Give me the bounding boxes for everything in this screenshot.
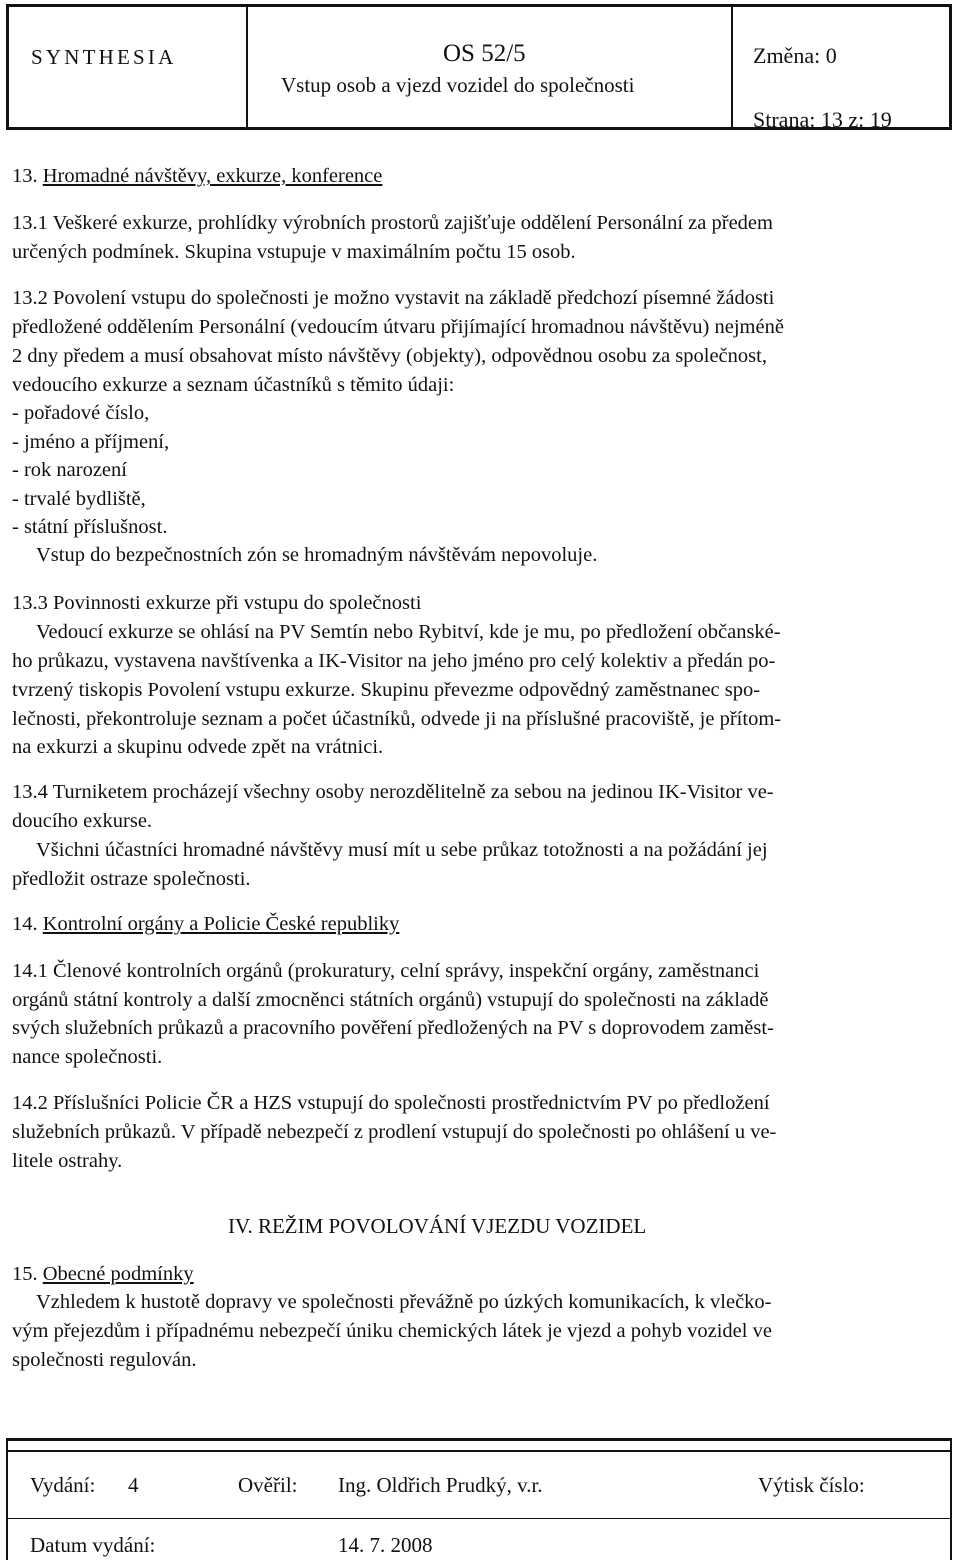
paragraph-line: svých služebních průkazů a pracovního pověření předložených na PV s doprovodem zaměst- — [12, 1017, 774, 1039]
paragraph-line: doucího exkurse. — [12, 810, 153, 832]
paragraph-line: nance společnosti. — [12, 1046, 163, 1068]
paragraph-line: určených podmínek. Skupina vstupuje v maximálním počtu 15 osob. — [12, 241, 576, 263]
paragraph-line: předložit ostraze společnosti. — [12, 868, 251, 890]
section-13-heading: 13. Hromadné návštěvy, exkurze, konference — [12, 165, 383, 187]
list-item: - rok narození — [12, 459, 127, 481]
paragraph-line: vedoucího exkurze a seznam účastníků s těmito údaji: — [12, 374, 455, 396]
paragraph-line: vým přejezdům i případnému nebezpečí úniku chemických látek je vjezd a pohyb vozidel ve — [12, 1320, 772, 1342]
paragraph-line: 2 dny předem a musí obsahovat místo návštěvy (objekty), odpovědnou osobu za společnost, — [12, 345, 767, 367]
paragraph-line: 13.1 Veškeré exkurze, prohlídky výrobních prostorů zajišťuje oddělení Personální za předem — [12, 212, 773, 234]
paragraph-line: 13.4 Turniketem procházejí všechny osoby nerozdělitelně za sebou na jedinou IK-Visitor ve- — [12, 781, 774, 803]
section-14-title: Kontrolní orgány a Policie České republiky — [42, 913, 400, 935]
company-name: SYNTHESIA — [31, 45, 177, 69]
verified-label: Ověřil: — [238, 1473, 298, 1497]
footer-divider — [8, 1518, 950, 1519]
paragraph-line: tvrzený tiskopis Povolení vstupu exkurze. Skupinu převezme odpovědný zaměstnanec spo- — [12, 679, 761, 701]
part-iv-heading: IV. REŽIM POVOLOVÁNÍ VJEZDU VOZIDEL — [228, 1214, 647, 1238]
document-title: Vstup osob a vjezd vozidel do společnosti — [281, 73, 635, 97]
paragraph-line: předložené oddělením Personální (vedoucím útvaru přijímající hromadnou návštěvu) nejméně — [12, 316, 784, 338]
paragraph-line: Vstup do bezpečnostních zón se hromadným návštěvám nepovoluje. — [36, 544, 598, 566]
change-number: Změna: 0 — [753, 43, 837, 68]
paragraph-line: služebních průkazů. V případě nebezpečí z prodlení vstupují do společnosti po ohlášení u ve- — [12, 1121, 777, 1143]
paragraph-line: 14.2 Příslušníci Policie ČR a HZS vstupují do společnosti prostřednictvím PV po předložení — [12, 1092, 770, 1114]
paragraph-line: na exkurzi a skupinu odvede zpět na vrátnici. — [12, 736, 384, 758]
document-footer — [6, 1438, 952, 1560]
edition-value: 4 — [128, 1473, 139, 1497]
paragraph-line: lečnosti, překontroluje seznam a počet účastníků, odvede ji na příslušné pracoviště, je přítom- — [12, 708, 782, 730]
footer-divider — [8, 1450, 950, 1452]
document-number: OS 52/5 — [443, 40, 526, 67]
section-15-heading: 15. Obecné podmínky — [12, 1263, 194, 1285]
list-item: - státní příslušnost. — [12, 516, 168, 538]
paragraph-line: orgánů státní kontroly a další zmocněnci státních orgánů) vstupují do společnosti na základě — [12, 989, 769, 1011]
header-divider — [731, 7, 733, 127]
paragraph-line: 14.1 Členové kontrolních orgánů (prokuratury, celní správy, inspekční orgány, zaměstnanci — [12, 960, 760, 982]
paragraph-line: litele ostrahy. — [12, 1150, 123, 1172]
paragraph-line: 13.2 Povolení vstupu do společnosti je možno vystavit na základě předchozí písemné žádosti — [12, 287, 775, 309]
header-divider — [246, 7, 248, 127]
list-item: - trvalé bydliště, — [12, 488, 146, 510]
section-14-heading: 14. Kontrolní orgány a Policie České republiky — [12, 913, 400, 935]
paragraph-line: Vzhledem k hustotě dopravy ve společnosti převážně po úzkých komunikacích, k vlečko- — [36, 1291, 772, 1313]
issue-date-value: 14. 7. 2008 — [338, 1533, 433, 1557]
paragraph-line: Vedoucí exkurze se ohlásí na PV Semtín nebo Rybitví, kde je mu, po předložení občanské- — [36, 621, 781, 643]
copy-number-label: Výtisk číslo: — [758, 1473, 865, 1497]
page-number: Strana: 13 z: 19 — [753, 107, 892, 132]
document-header — [6, 4, 952, 130]
section-15-title: Obecné podmínky — [42, 1263, 194, 1285]
list-item: - jméno a příjmení, — [12, 431, 170, 453]
subsection-heading: 13.3 Povinnosti exkurze při vstupu do společnosti — [12, 592, 422, 614]
section-13-title: Hromadné návštěvy, exkurze, konference — [42, 165, 383, 187]
issue-date-label: Datum vydání: — [30, 1533, 156, 1557]
list-item: - pořadové číslo, — [12, 402, 150, 424]
verified-value: Ing. Oldřich Prudký, v.r. — [338, 1473, 543, 1497]
paragraph-line: ho průkazu, vystavena navštívenka a IK-Visitor na jeho jméno pro celý kolektiv a předán po- — [12, 650, 776, 672]
paragraph-line: společnosti regulován. — [12, 1349, 197, 1371]
edition-label: Vydání: — [30, 1473, 96, 1497]
paragraph-line: Všichni účastníci hromadné návštěvy musí mít u sebe průkaz totožnosti a na požádání jej — [36, 839, 768, 861]
